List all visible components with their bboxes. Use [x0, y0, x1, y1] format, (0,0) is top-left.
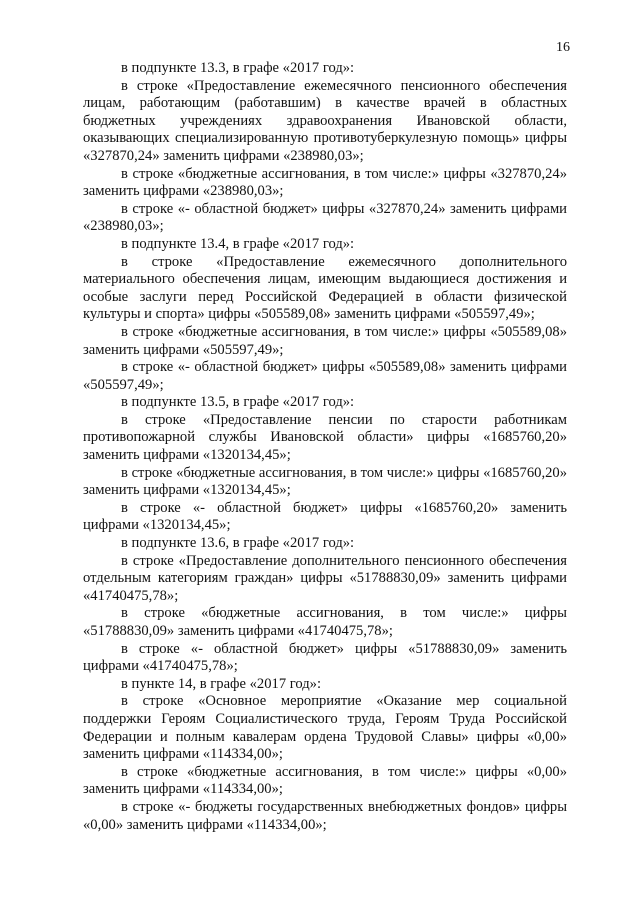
- paragraph-amendment: в строке «бюджетные ассигнования, в том числе:» цифры «0,00» заменить цифрами «114334,00»;: [83, 763, 567, 798]
- document-body: [83, 60, 567, 834]
- paragraph-amendment: в строке «- областной бюджет» цифры «505589,08» заменить цифрами «505597,49»;: [83, 359, 567, 393]
- paragraph-subclause-13-5: в подпункте 13.5, в графе «2017 год»:: [121, 394, 355, 411]
- paragraph-amendment: в строке «Основное мероприятие «Оказание мер социальной поддержки Героям Социалистического труда, Героям Труда Российской Федерации и полным кавалерам ордена Трудовой Славы» цифры «0,00» заменить цифрами «114334,00»;: [83, 693, 567, 763]
- paragraph-subclause-13-6: в подпункте 13.6, в графе «2017 год»:: [121, 535, 355, 552]
- paragraph-amendment: в строке «- областной бюджет» цифры «327870,24» заменить цифрами «238980,03»;: [83, 200, 567, 235]
- page-number: 16: [556, 40, 570, 55]
- paragraph-amendment: в строке «бюджетные ассигнования, в том числе:» цифры «327870,24» заменить цифрами «238980,03»;: [83, 165, 567, 200]
- paragraph-amendment: в строке «- областной бюджет» цифры «1685760,20» заменить цифрами «1320134,45»;: [83, 499, 567, 534]
- paragraph-amendment: в строке «Предоставление ежемесячного пенсионного обеспечения лицам, работающим (работавшим) в качестве врачей в областных бюджетных учреждениях здравоохранения Ивановской области, оказывающих специализированную противотуберкулезную помощь» цифры «327870,24» заменить цифрами «238980,03»;: [83, 77, 567, 164]
- paragraph-subclause-13-3: в подпункте 13.3, в графе «2017 год»:: [121, 60, 355, 76]
- paragraph-amendment: в строке «Предоставление дополнительного пенсионного обеспечения отдельным категориям граждан» цифры «51788830,09» заменить цифрами «41740475,78»;: [83, 552, 567, 604]
- paragraph-amendment: в строке «- областной бюджет» цифры «51788830,09» заменить цифрами «41740475,78»;: [83, 640, 567, 675]
- paragraph-amendment: в строке «- бюджеты государственных внебюджетных фондов» цифры «0,00» заменить цифрами «114334,00»;: [83, 798, 567, 833]
- paragraph-clause-14: в пункте 14, в графе «2017 год»:: [121, 675, 322, 692]
- paragraph-amendment: в строке «Предоставление ежемесячного дополнительного материального обеспечения лицам, имеющим выдающиеся достижения и особые заслуги перед Российской Федерацией в области физической культуры и спорта» цифры «505589,08» заменить цифрами «505597,49»;: [83, 253, 567, 323]
- paragraph-amendment: в строке «бюджетные ассигнования, в том числе:» цифры «1685760,20» заменить цифрами «1320134,45»;: [83, 464, 567, 499]
- paragraph-amendment: в строке «бюджетные ассигнования, в том числе:» цифры «51788830,09» заменить цифрами «41740475,78»;: [83, 605, 567, 639]
- paragraph-subclause-13-4: в подпункте 13.4, в графе «2017 год»:: [121, 235, 355, 252]
- paragraph-amendment: в строке «бюджетные ассигнования, в том числе:» цифры «505589,08» заменить цифрами «505597,49»;: [83, 323, 567, 358]
- paragraph-amendment: в строке «Предоставление пенсии по старости работникам противопожарной службы Ивановской области» цифры «1685760,20» заменить цифрами «1320134,45»;: [83, 411, 567, 464]
